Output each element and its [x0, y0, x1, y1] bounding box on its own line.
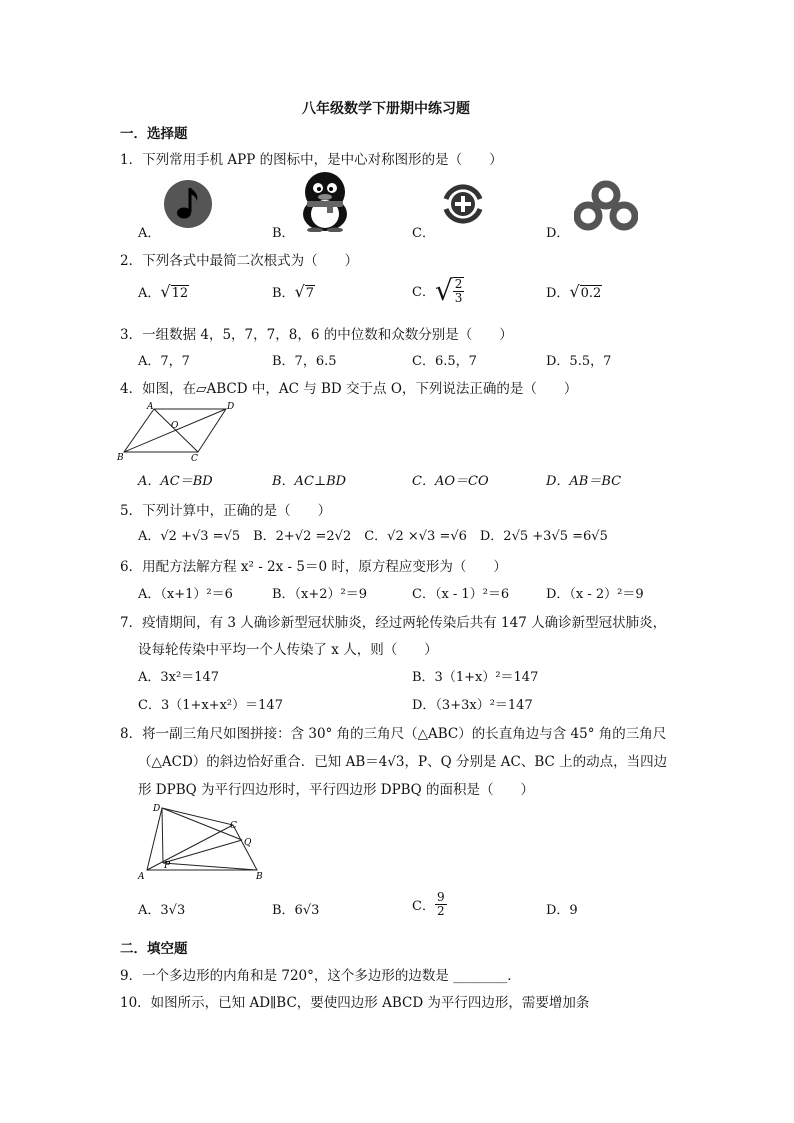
- q5-options: A．√2 +√3 =√5 B．2+√2 =2√2 C．√2 ×√3 =√6 D．2√5 +3√5 =6√5: [138, 529, 608, 544]
- q2-option-c: [412, 274, 464, 307]
- q7-option-b: B．3（1+x）²＝147: [412, 670, 539, 685]
- vertex-label-c: C: [191, 454, 198, 462]
- q2-option-b-label: B．: [272, 286, 295, 301]
- radical-sign: √: [434, 274, 453, 307]
- q4-option-a: A．AC＝BD: [138, 474, 213, 489]
- fraction-numerator: 2: [454, 276, 463, 291]
- vertex-label-a: A: [147, 402, 154, 412]
- question-1-stem: 1．下列常用手机 APP 的图标中，是中心对称图形的是（ ）: [120, 152, 503, 168]
- q4-option-d: D．AB＝BC: [546, 474, 622, 489]
- q2-b-radicand: 7: [305, 286, 315, 301]
- q1-option-d-label: D．: [546, 226, 570, 241]
- question-8-stem-line-1: 8．将一副三角尺如图拼接：含 30° 角的三角尺（△ABC）的长直角边与含 45° 角的三角尺: [120, 726, 667, 742]
- q2-option-a: [138, 282, 189, 301]
- q3-option-b: B．7，6.5: [272, 354, 337, 369]
- fraction-denominator: 2: [436, 904, 445, 918]
- q1-option-c-label: C．: [412, 226, 435, 241]
- vertex-label-d: D: [227, 402, 235, 412]
- q2-option-a-label: A．: [138, 286, 161, 301]
- q2-a-radicand: 12: [171, 286, 189, 301]
- q8-option-d: D．9: [546, 903, 578, 918]
- point-label-q: Q: [244, 838, 252, 848]
- vertex-label-c: C: [230, 821, 237, 831]
- penguin-icon: [297, 170, 353, 236]
- point-label-o: O: [171, 421, 179, 431]
- q2-option-d: [546, 282, 602, 301]
- fraction-denominator: 3: [454, 290, 463, 305]
- q2-d-radicand: 0.2: [580, 286, 602, 301]
- q6-option-c: C．（x - 1）²＝6: [412, 587, 510, 602]
- question-5-stem: 5．下列计算中，正确的是（ ）: [120, 503, 332, 519]
- q1-option-a-label: A．: [138, 226, 161, 241]
- q6-option-b: B．（x+2）²＝9: [272, 587, 368, 602]
- three-rings-icon: [574, 180, 638, 236]
- q2-c-fraction: [453, 277, 465, 305]
- q7-option-c: C．3（1+x+x²）＝147: [138, 698, 283, 713]
- fraction-numerator: 9: [436, 890, 445, 904]
- section-fill-in-heading: 二．填空题: [120, 941, 188, 957]
- question-7-stem-line-2: 设每轮传染中平均一个人传染了 x 人，则（ ）: [138, 642, 438, 658]
- q6-option-d: D．（x - 2）²＝9: [546, 587, 644, 602]
- radical-sign: √: [160, 282, 171, 301]
- q3-option-c: C．6.5，7: [412, 354, 477, 369]
- q8-option-a: A．3√3: [138, 903, 186, 918]
- q6-option-a: A．（x+1）²＝6: [138, 587, 233, 602]
- vertex-label-b: B: [256, 872, 263, 882]
- question-6-stem: 6．用配方法解方程 x² - 2x - 5＝0 时，原方程应变形为（ ）: [120, 559, 507, 575]
- q4-option-b: B．AC⊥BD: [272, 474, 347, 489]
- q2-option-b: [272, 282, 315, 301]
- q4-option-c: C．AO＝CO: [412, 474, 489, 489]
- page-title: 八年级数学下册期中练习题: [302, 101, 470, 117]
- q7-option-d: D．（3+3x）²＝147: [412, 698, 533, 713]
- q1-option-b-label: B．: [272, 226, 295, 241]
- q3-option-d: D．5.5，7: [546, 354, 612, 369]
- question-7-stem-line-1: 7．疫情期间，有 3 人确诊新型冠状肺炎，经过两轮传染后共有 147 人确诊新型冠状肺炎，: [120, 615, 667, 631]
- question-8-stem-line-2: （△ACD）的斜边恰好重合．已知 AB＝4√3，P、Q 分别是 AC、BC 上的动点，当四边: [138, 754, 668, 770]
- vertex-label-d: D: [153, 804, 161, 814]
- question-8-stem-line-3: 形 DPBQ 为平行四边形时，平行四边形 DPBQ 的面积是（ ）: [138, 782, 534, 798]
- q8-c-fraction: [435, 891, 447, 918]
- q8-option-c: [412, 891, 447, 918]
- point-label-p: P: [164, 861, 171, 871]
- q7-option-a: A．3x²＝147: [138, 670, 220, 685]
- question-2-stem: 2．下列各式中最简二次根式为（ ）: [120, 253, 359, 269]
- q3-option-a: A．7，7: [138, 354, 190, 369]
- plus-circle-icon: [438, 179, 488, 233]
- triangles-figure: [133, 800, 268, 886]
- question-3-stem: 3．一组数据 4，5，7，7，8，6 的中位数和众数分别是（ ）: [120, 327, 513, 343]
- question-10-stem: 10．如图所示，已知 AD∥BC，要使四边形 ABCD 为平行四边形，需要增加条: [120, 995, 590, 1011]
- question-9-stem: 9．一个多边形的内角和是 720°，这个多边形的边数是 ________．: [120, 968, 521, 984]
- vertex-label-a: A: [138, 872, 145, 882]
- vertex-label-b: B: [117, 453, 124, 462]
- music-note-icon: [163, 179, 213, 233]
- parallelogram-figure: [116, 400, 236, 466]
- q8-option-b: B．6√3: [272, 903, 320, 918]
- radical-sign: √: [569, 282, 580, 301]
- q2-option-d-label: D．: [546, 286, 570, 301]
- section-choice-heading: 一．选择题: [120, 126, 188, 142]
- question-4-stem: 4．如图，在▱ABCD 中，AC 与 BD 交于点 O，下列说法正确的是（ ）: [120, 381, 578, 397]
- radical-sign: √: [294, 282, 305, 301]
- q8-option-c-label: C．: [412, 899, 435, 914]
- q2-option-c-label: C．: [412, 285, 435, 300]
